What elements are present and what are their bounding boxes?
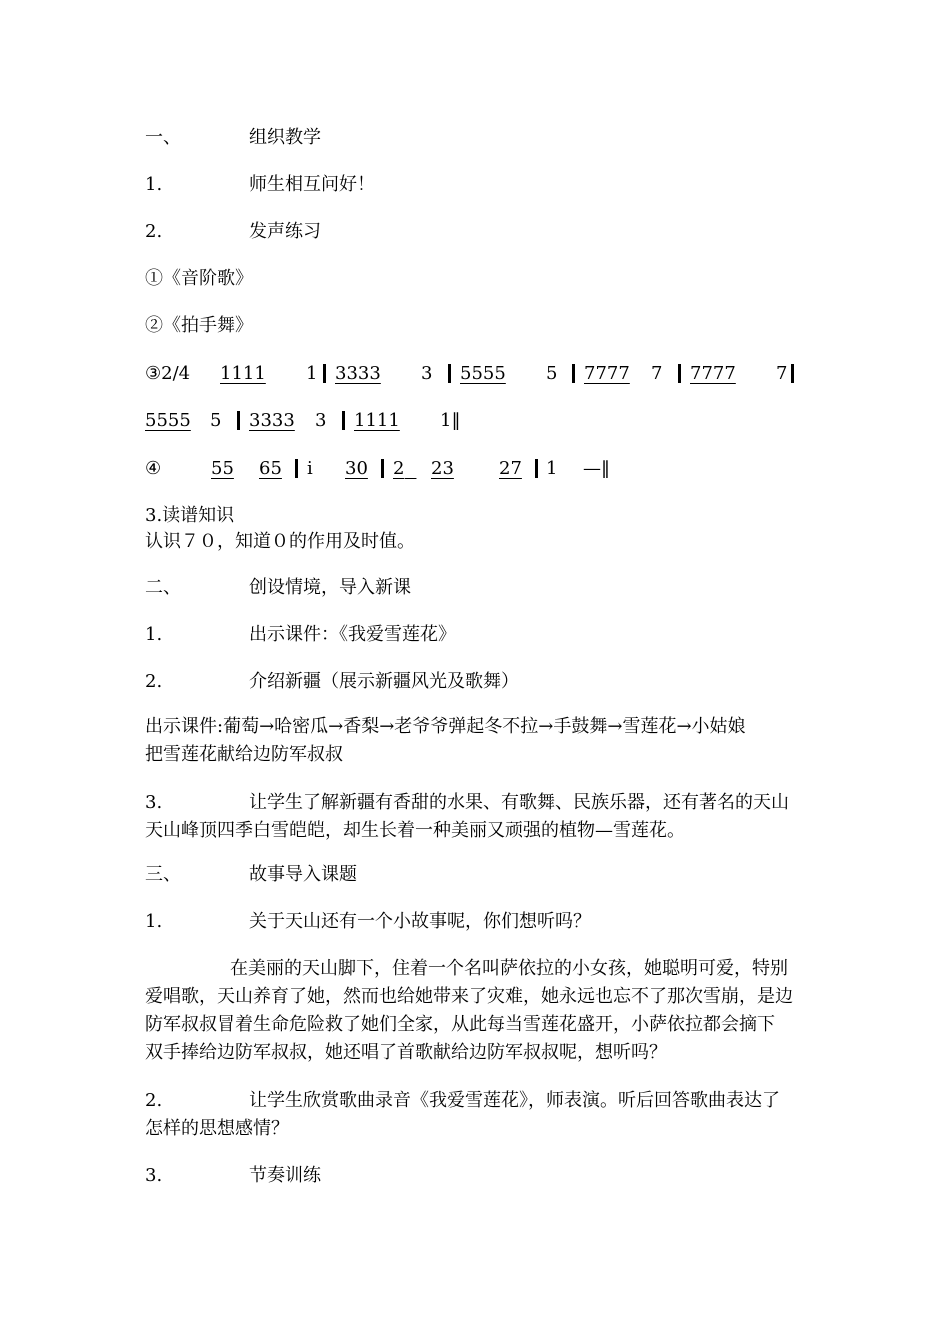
note-group: 5555 [145, 410, 191, 431]
note-group: 30 [345, 458, 368, 479]
section-title: 组织教学 [249, 127, 321, 148]
paragraph-line: 怎样的思想感情？ [145, 1118, 289, 1139]
item-number: 2. [145, 671, 163, 692]
item-text: 让学生了解新疆有香甜的水果、有歌舞、民族乐器，还有著名的天山 [249, 792, 789, 813]
item-text: 发声练习 [249, 221, 321, 242]
note: 1 [546, 458, 558, 479]
note-group: 7777 [584, 363, 630, 384]
item-text: 节奏训练 [249, 1165, 321, 1186]
notation-prefix: ④ [145, 458, 162, 479]
subsection-text: 认识７０，知道０的作用及时值。 [145, 531, 415, 552]
exercise-item: ①《音阶歌》 [145, 268, 253, 289]
item-number: 2. [145, 221, 163, 242]
note: 3 [421, 363, 433, 384]
note: 3 [315, 410, 327, 431]
item-number: 3. [145, 792, 163, 813]
note-group: 3333 [249, 410, 295, 431]
story-line: 在美丽的天山脚下，住着一个名叫萨依拉的小女孩，她聪明可爱，特别 [230, 958, 788, 979]
section-number: 一、 [145, 127, 181, 148]
bar-line [323, 364, 326, 383]
note-group: 5555 [460, 363, 506, 384]
note: 5 [210, 410, 222, 431]
note-group: 65 [259, 458, 282, 479]
bar-line [295, 459, 298, 478]
bar-line [342, 411, 345, 430]
note-group: 2 [393, 458, 405, 479]
note: 7 [776, 363, 788, 384]
note: 7 [651, 363, 663, 384]
note: 5 [546, 363, 558, 384]
note: i [307, 458, 313, 479]
note-group: 1111 [220, 363, 266, 384]
story-line: 防军叔叔冒着生命危险救了她们全家，从此每当雪莲花盛开，小萨依拉都会摘下 [145, 1014, 775, 1035]
item-number: 1. [145, 624, 163, 645]
section-title: 创设情境，导入新课 [249, 577, 411, 598]
item-number: 1. [145, 911, 163, 932]
note-group: 23 [431, 458, 454, 479]
note-end: —‖ [583, 458, 610, 479]
bar-line [572, 364, 575, 383]
item-number: 2. [145, 1090, 163, 1111]
paragraph-line: 出示课件:葡萄→哈密瓜→香梨→老爷爷弹起冬不拉→手鼓舞→雪莲花→小姑娘 [145, 716, 746, 737]
item-text: 关于天山还有一个小故事呢，你们想听吗？ [249, 911, 591, 932]
note-group: 55 [211, 458, 234, 479]
item-number: 1. [145, 174, 163, 195]
item-text: 让学生欣赏歌曲录音《我爱雪莲花》，师表演。听后回答歌曲表达了 [249, 1090, 780, 1111]
notation-prefix: ③2/4 [145, 363, 191, 384]
paragraph-line: 天山峰顶四季白雪皑皑，却生长着一种美丽又顽强的植物—雪莲花。 [145, 820, 685, 841]
note-group: 3333 [335, 363, 381, 384]
section-title: 故事导入课题 [249, 864, 357, 885]
bar-line [381, 459, 384, 478]
note-group: 27 [499, 458, 522, 479]
note-end: 1‖ [440, 410, 461, 431]
note: 1 [306, 363, 318, 384]
bar-line [678, 364, 681, 383]
item-text: 介绍新疆（展示新疆风光及歌舞） [249, 671, 519, 692]
note-group: 1111 [354, 410, 400, 431]
note-group: 7777 [690, 363, 736, 384]
item-number: 3. [145, 1165, 163, 1186]
bar-line [237, 411, 240, 430]
story-line: 双手捧给边防军叔叔，她还唱了首歌献给边防军叔叔呢，想听吗？ [145, 1042, 667, 1063]
bar-line [535, 459, 538, 478]
subsection-title: 3.读谱知识 [145, 505, 235, 526]
section-number: 二、 [145, 577, 181, 598]
exercise-item: ②《拍手舞》 [145, 315, 253, 336]
paragraph-line: 把雪莲花献给边防军叔叔 [145, 744, 343, 765]
bar-line [448, 364, 451, 383]
item-text: 出示课件：《我爱雪莲花》 [249, 624, 456, 645]
note-underline [405, 456, 419, 482]
story-line: 爱唱歌，天山养育了她，然而也给她带来了灾难，她永远也忘不了那次雪崩，是边 [145, 986, 793, 1007]
bar-line [791, 364, 794, 383]
item-text: 师生相互问好！ [249, 174, 375, 195]
section-number: 三、 [145, 864, 181, 885]
